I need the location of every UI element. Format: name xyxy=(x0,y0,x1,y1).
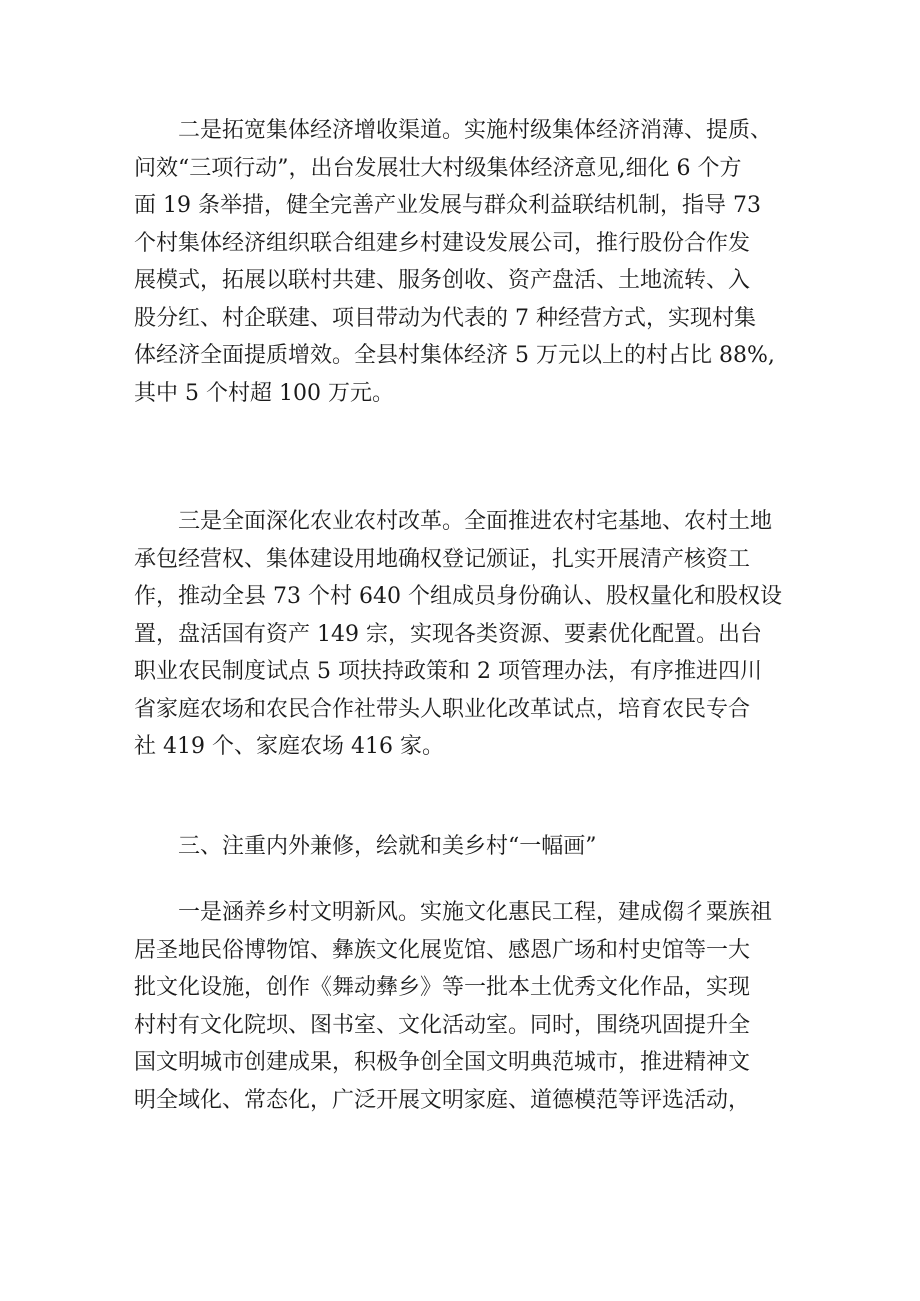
paragraph-rural-civilization: 一是涵养乡村文明新风。实施文化惠民工程，建成㑳彳粟族祖 居圣地民俗博物馆、彝族文化展览馆、感恩广场和村史馆等一大 批文化设施，创作《舞动彝乡》等一批本土优秀文化作品，实现 村村有文化院坝、图书室、文化活动室。同时，围绕巩固提升全 国文明城市创建成果，积极争创全国文明典范城市，推进精神文 明全域化、常态化，广泛开展文明家庭、道德模范等评选活动， xyxy=(134,900,773,1113)
paragraph-rural-reform: 三是全面深化农业农村改革。全面推进农村宅基地、农村土地 承包经营权、集体建设用地确权登记颁证，扎实开展清产核资工 作，推动全县 73 个村 640 个组成员身份确认、股权量化和股权设 置，盘活国有资产 149 宗，实现各类资源、要素优化配置。出台 职业农民制度试点 5 项扶持政策和 2 项管理办法，有序推进四川 省家庭农场和农民合作社带头人职业化改革试点，培育农民专合 社 419 个、家庭农场 416 家。 xyxy=(134,509,782,759)
paragraph-collective-economy: 二是拓宽集体经济增收渠道。实施村级集体经济消薄、提质、 问效“三项行动”，出台发展壮大村级集体经济意见,细化 6 个方 面 19 条举措，健全完善产业发展与群众利益联结机制，指导 73 个村集体经济组织联合组建乡村建设发展公司，推行股份合作发 展模式，拓展以联村共建、服务创收、资产盘活、土地流转、入 股分红、村企联建、项目带动为代表的 7 种经营方式，实现村集 体经济全面提质增效。全县村集体经济 5 万元以上的村占比 88%, 其中 5 个村超 100 万元。 xyxy=(134,118,775,406)
section-heading: 三、注重内外兼修，绘就和美乡村“一幅画” xyxy=(178,834,597,859)
